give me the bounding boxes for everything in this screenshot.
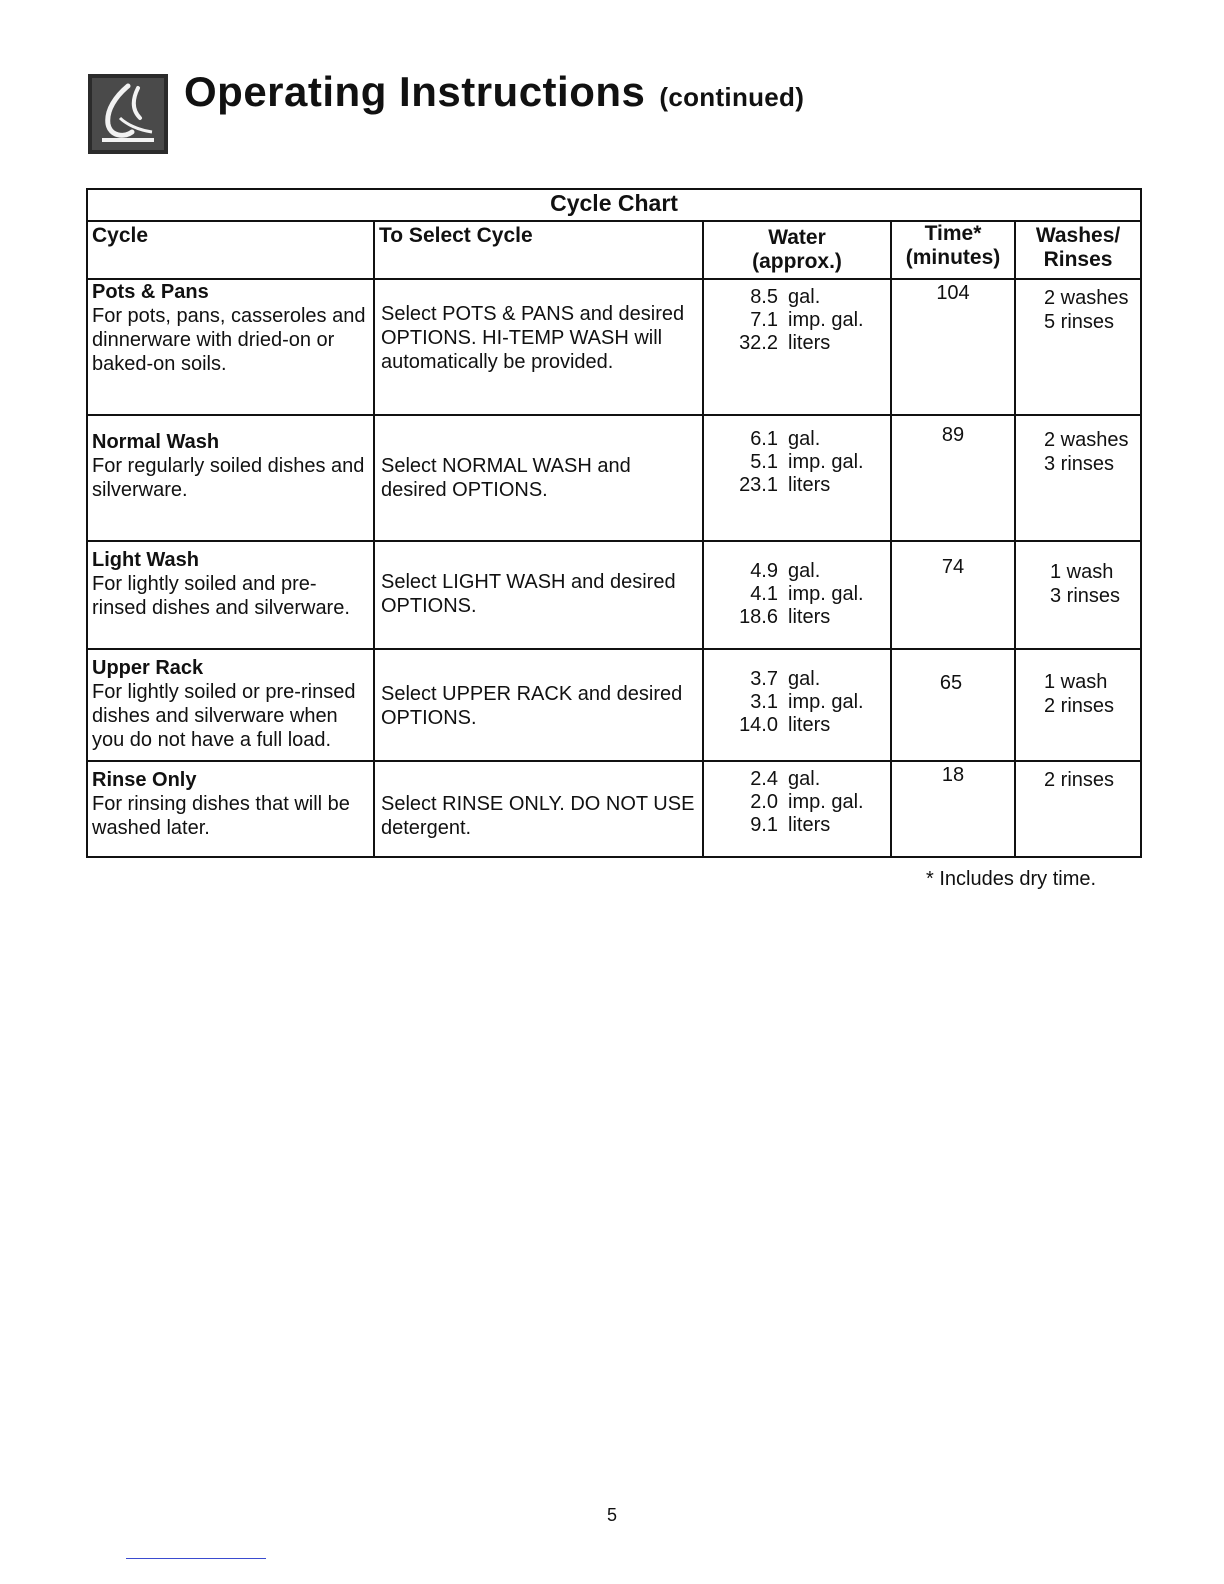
- water-value: 7.1: [750, 309, 778, 331]
- page-number: 5: [606, 1505, 617, 1525]
- washes-count: 2 washes: [1044, 287, 1129, 309]
- select-instructions: Select POTS & PANS and desired OPTIONS. HI-TEMP WASH will automatically be provided.: [374, 279, 703, 415]
- water-cell: [703, 279, 891, 415]
- page-header: [88, 68, 988, 158]
- water-cell: [703, 415, 891, 541]
- rinses-count: 3 rinses: [1044, 453, 1115, 475]
- water-unit: liters: [788, 474, 831, 496]
- cycle-name: Light Wash: [92, 549, 200, 571]
- table-row: [87, 415, 1141, 541]
- water-cell: [703, 541, 891, 649]
- water-value: 18.6: [739, 606, 778, 628]
- dishwasher-hand-icon: [88, 74, 168, 154]
- col-header-time-1: Time*: [924, 222, 982, 245]
- washes-cell: [1015, 415, 1141, 541]
- col-header-water-2: (approx.): [752, 250, 842, 273]
- cycle-cell: [87, 761, 374, 857]
- table-row: [87, 761, 1141, 857]
- table-caption-row: [87, 189, 1141, 221]
- cycle-description: For pots, pans, casseroles and dinnerware with dried-on or baked-on soils.: [92, 305, 366, 375]
- water-value: 32.2: [739, 332, 778, 354]
- time-value: 65: [891, 649, 1015, 761]
- water-unit: gal.: [788, 768, 821, 790]
- rinses-count: 3 rinses: [1050, 585, 1121, 607]
- table-header-row: [87, 221, 1141, 279]
- water-value: 9.1: [750, 814, 778, 836]
- water-unit: gal.: [788, 560, 821, 582]
- time-value: 18: [891, 761, 1015, 857]
- cycle-cell: [87, 541, 374, 649]
- col-header-time-2: (minutes): [905, 246, 1001, 269]
- water-value: 14.0: [739, 714, 778, 736]
- water-value: 5.1: [750, 451, 778, 473]
- water-unit: imp. gal.: [788, 309, 864, 331]
- water-value: 2.4: [750, 768, 778, 790]
- select-instructions: Select LIGHT WASH and desired OPTIONS.: [374, 541, 703, 649]
- water-cell: [703, 649, 891, 761]
- time-value: 74: [891, 541, 1015, 649]
- table-row: [87, 541, 1141, 649]
- water-value: 2.0: [750, 791, 778, 813]
- water-unit: imp. gal.: [788, 583, 864, 605]
- water-value: 3.1: [750, 691, 778, 713]
- cycle-chart-table: [86, 188, 1142, 858]
- select-instructions: Select UPPER RACK and desired OPTIONS.: [374, 649, 703, 761]
- col-header-cycle: Cycle: [87, 221, 374, 279]
- time-value: 104: [891, 279, 1015, 415]
- col-header-washes-1: Washes/: [1035, 224, 1121, 247]
- time-value: 89: [891, 415, 1015, 541]
- washes-count: 2 washes: [1044, 429, 1129, 451]
- water-unit: gal.: [788, 428, 821, 450]
- col-header-washes-2: Rinses: [1043, 248, 1113, 271]
- water-unit: liters: [788, 714, 831, 736]
- washes-cell: [1015, 279, 1141, 415]
- water-unit: liters: [788, 814, 831, 836]
- col-header-water: [703, 221, 891, 279]
- water-cell: [703, 761, 891, 857]
- title-continued: (continued): [659, 82, 805, 112]
- cycle-name: Pots & Pans: [92, 281, 209, 303]
- select-instructions: Select NORMAL WASH and desired OPTIONS.: [374, 415, 703, 541]
- water-unit: liters: [788, 332, 831, 354]
- washes-cell: [1015, 541, 1141, 649]
- water-value: 23.1: [739, 474, 778, 496]
- table-row: [87, 649, 1141, 761]
- washes-count: 1 wash: [1044, 671, 1108, 693]
- water-value: 8.5: [750, 286, 778, 308]
- col-header-time: [891, 221, 1015, 279]
- water-unit: imp. gal.: [788, 451, 864, 473]
- cycle-cell: [87, 415, 374, 541]
- footnote: * Includes dry time.: [926, 868, 1097, 890]
- select-instructions: Select RINSE ONLY. DO NOT USE detergent.: [374, 761, 703, 857]
- water-unit: imp. gal.: [788, 791, 864, 813]
- page-title: [184, 68, 804, 116]
- table-row: [87, 279, 1141, 415]
- cycle-name: Normal Wash: [92, 431, 220, 453]
- water-unit: gal.: [788, 668, 821, 690]
- cycle-name: Rinse Only: [92, 769, 197, 791]
- cycle-name: Upper Rack: [92, 657, 204, 679]
- water-value: 3.7: [750, 668, 778, 690]
- cycle-description: For rinsing dishes that will be washed later.: [92, 793, 350, 839]
- water-unit: gal.: [788, 286, 821, 308]
- water-unit: imp. gal.: [788, 691, 864, 713]
- rinses-count: 2 rinses: [1044, 695, 1115, 717]
- washes-cell: [1015, 761, 1141, 857]
- water-value: 4.9: [750, 560, 778, 582]
- water-unit: liters: [788, 606, 831, 628]
- footer-rule: [126, 1558, 266, 1559]
- rinses-count: 5 rinses: [1044, 311, 1115, 333]
- water-value: 6.1: [750, 428, 778, 450]
- col-header-washes: [1015, 221, 1141, 279]
- rinses-count: 2 rinses: [1044, 769, 1115, 791]
- cycle-cell: [87, 279, 374, 415]
- cycle-description: For regularly soiled dishes and silverware.: [92, 455, 365, 501]
- cycle-cell: [87, 649, 374, 761]
- water-value: 4.1: [750, 583, 778, 605]
- washes-cell: [1015, 649, 1141, 761]
- title-text: Operating Instructions: [184, 68, 646, 115]
- washes-count: 1 wash: [1050, 561, 1114, 583]
- col-header-select: To Select Cycle: [374, 221, 703, 279]
- cycle-description: For lightly soiled or pre-rinsed dishes and silverware when you do not have a full load.: [92, 681, 356, 751]
- table-caption: Cycle Chart: [87, 189, 1141, 221]
- col-header-water-1: Water: [768, 226, 826, 249]
- cycle-description: For lightly soiled and pre-rinsed dishes and silverware.: [92, 573, 350, 619]
